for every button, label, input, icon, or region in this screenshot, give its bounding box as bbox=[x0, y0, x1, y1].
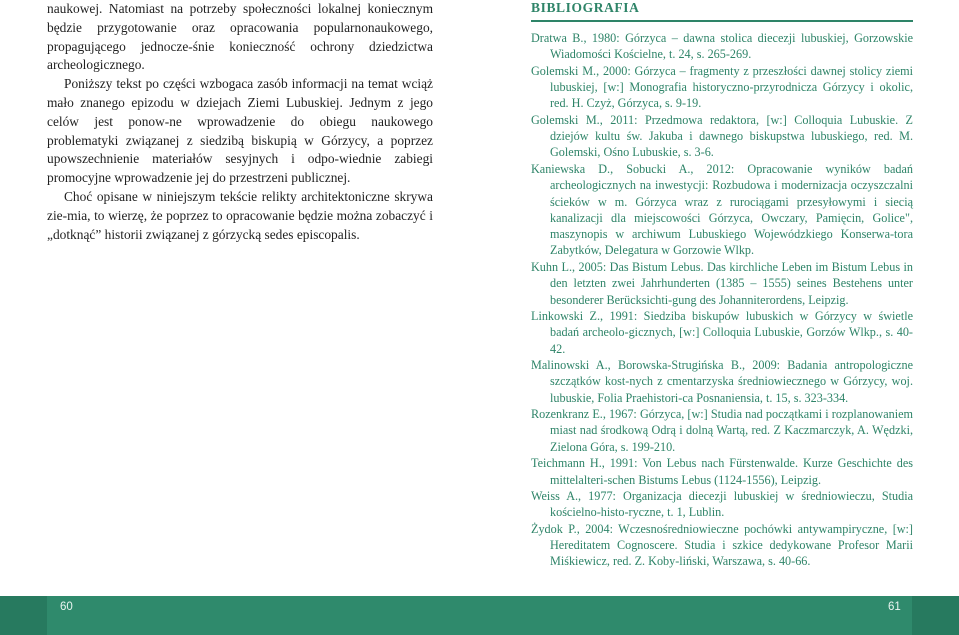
bibliography-entry: Rozenkranz E., 1967: Górzyca, [w:] Studia nad początkami i rozplanowaniem miast nad środkową Odrą i dolną Wartą, red. Z Kaczmarczyk, A. Wędzki, Zielona Góra, s. 199-210. bbox=[531, 407, 913, 454]
bibliography-entry: Kuhn L., 2005: Das Bistum Lebus. Das kirchliche Leben im Bistum Lebus in den letzten zwei Jahrhunderten (1385 – 1555) seines Bestehens unter besonderer Berücksichti-gung des Johanniterordens, Leipzig. bbox=[531, 259, 913, 307]
footer-shade-left bbox=[0, 596, 47, 635]
left-page-number: 60 bbox=[60, 601, 73, 613]
footer-shade-right bbox=[912, 596, 959, 635]
paragraph-1: naukowej. Natomiast na potrzeby społeczności lokalnej koniecznym będzie przygotowanie oraz opracowania popularnonaukowego, propagującego jednocze-śnie konieczność ochrony dziedzictwa archeologicznego. bbox=[47, 1, 433, 73]
bibliography-entry: Żydok P., 2004: Wczesnośredniowieczne pochówki antywampiryczne, [w:] Hereditatem Cognoscere. Studia i szkice dedykowane Profesor Marii Miśkiewicz, red. Z. Koby-liński, Warszawa, s. 40-66. bbox=[531, 521, 913, 569]
paragraph-3: Choć opisane w niniejszym tekście relikty architektoniczne skrywa zie-mia, to wierzę, że poprzez to opracowanie będzie można zobaczyć i „dotknąć” historii związanej z górzycką sedes episcopalis. bbox=[47, 188, 433, 242]
bibliography-entry: Golemski M., 2000: Górzyca – fragmenty z przeszłości dawnej stolicy ziemi lubuskiej, [w:] Monografia historyczno-przyrodnicza Górzycy i okolic, red. H. Czyż, Górzyca, s. 9-19. bbox=[531, 63, 913, 111]
bibliography-entry: Teichmann H., 1991: Von Lebus nach Fürstenwalde. Kurze Geschichte des mittelalteri-schen Bistums Lebus (1124-1556), Leipzig. bbox=[531, 456, 913, 487]
left-page-body bbox=[47, 0, 433, 244]
right-page-number: 61 bbox=[888, 601, 901, 613]
bibliography-entry: Linkowski Z., 1991: Siedziba biskupów lubuskich w Górzycy w świetle badań archeolo-gicznych, [w:] Colloquia Lubuskie, Gorzów Wlkp., s. 40-42. bbox=[531, 308, 913, 356]
paragraph-2: Poniższy tekst po części wzbogaca zasób informacji na temat wciąż mało znanego epizodu w dziejach Ziemi Lubuskiej. Jednym z jego celów jest ponow-ne wprowadzenie do obiegu naukowego problematyki związanej z siedzibą biskupią w Górzycy, a poprzez upowszechnienie materiałów sesyjnych i odpo-wiednie zabiegi promocyjne wprowadzenie jej do przestrzeni publicznej. bbox=[47, 76, 433, 186]
bibliography-entry: Dratwa B., 1980: Górzyca – dawna stolica diecezji lubuskiej, Gorzowskie Wiadomości Kościelne, t. 24, s. 265-269. bbox=[531, 31, 913, 62]
bibliography-entry: Golemski M., 2011: Przedmowa redaktora, [w:] Colloquia Lubuskie. Z dziejów kultu św. Jakuba i dawnego biskupstwa lubuskiego, red. M. Golemski, Ośno Lubuskie, s. 3-6. bbox=[531, 112, 913, 160]
right-page-bibliography bbox=[531, 0, 913, 570]
bibliography-entry: Kaniewska D., Sobucki A., 2012: Opracowanie wyników badań archeologicznych na inwestycji: Rozbudowa i modernizacja oczyszczalni ścieków w m. Górzyca wraz z rurociągami przesyłowymi i siecią kanalizacji dla miejscowości Górzyca, Owczary, Pamięcin, Golice", maszynopis w archiwum Lubuskiego Wojewódzkiego Konserwa-tora Zabytków, Delegatura w Gorzowie Wlkp. bbox=[531, 161, 913, 258]
bibliography-entry: Malinowski A., Borowska-Strugińska B., 2009: Badania antropologiczne szczątków kost-nych z cmentarzyska średniowiecznego w Górzycy, woj. lubuskie, Folia Praehistori-ca Posnaniensia, t. 15, s. 323-334. bbox=[531, 358, 913, 405]
bibliography-list bbox=[531, 30, 913, 570]
bibliography-heading: BIBLIOGRAFIA bbox=[531, 0, 913, 22]
footer-band bbox=[0, 596, 959, 635]
bibliography-entry: Weiss A., 1977: Organizacja diecezji lubuskiej w średniowieczu, Studia kościelno-histo-ryczne, t. 1, Lublin. bbox=[531, 489, 913, 520]
